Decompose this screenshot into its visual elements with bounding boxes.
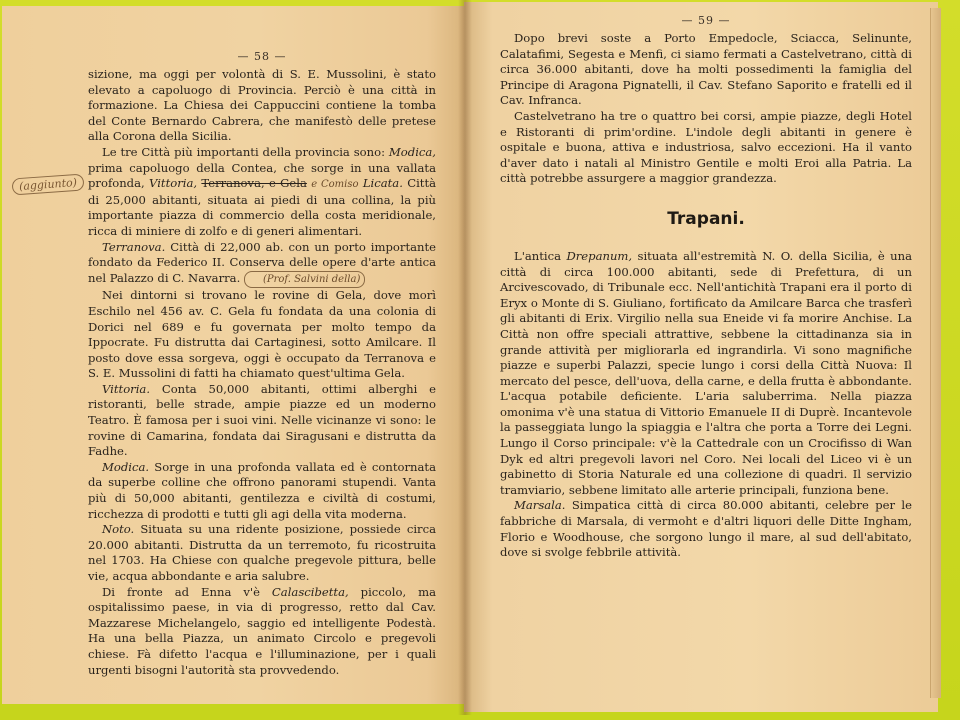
- handwritten-addition: e Comiso: [311, 179, 359, 191]
- right-page: [464, 2, 938, 712]
- paragraph-calascibetta: Di fronte ad Enna v'è Calascibetta, piccolo, ma ospitalissimo paese, in via di progresso, retto dal Cav. Mazzarese Michelangelo, saggio ed intelligente Podestà. Ha una bella Piazza, un animato Circolo e pregevoli chiese. Fà difetto l'acqua e l'illuminazione, per i quali urgenti bisogni l'autorità sta provvedendo.: [88, 584, 437, 677]
- left-page: [2, 6, 464, 704]
- paragraph-terranova: Terranova. Città di 22,000 ab. con un porto importante fondato da Federico II. Conserva delle opere d'arte antica nel Palazzo di C. Navarra. (Prof. Salvini della): [88, 240, 436, 289]
- paragraph-cities: Le tre Città più importanti della provincia sono: Modica, prima capoluogo della Contea, che sorge in una vallata profonda, Vittoria, Terranova, e Gela e Comiso Licata. Città di 25,000 abitanti, situata ai piedi di una collina, la più importante piazza di commercio della costa meridionale, ricca di miniere di zolfo e di generi alimentari.: [88, 144, 437, 238]
- paragraph-modica: Modica. Sorge in una profonda vallata ed è contornata da superbe colline che offrono panorami stupendi. Vanta più di 50,000 abitanti, gentilezza e civiltà di costumi, ricchezza di prodotti e tutti gli agi della vita moderna.: [88, 459, 436, 521]
- paragraph-vittoria: Vittoria. Conta 50,000 abitanti, ottimi alberghi e ristoranti, belle strade, ampie piazze ed un moderno Teatro. È famosa per i suoi vini. Nelle vicinanze vi sono: le rovine di Camarina, fondata dai Siragusani e distrutta da Fadhe.: [88, 381, 436, 459]
- paragraph-castelvetrano: Dopo brevi soste a Porto Empedocle, Sciacca, Selinunte, Calatafimi, Segesta e Menfi, ci siamo fermati a Castelvetrano, città di circa 36.000 abitanti, dove ha molti possedimenti la famiglia del Principe di Aragona Pignatelli, il Cav. Stefano Saporito e fratelli ed il Cav. Infranca.: [500, 31, 912, 108]
- paragraph-continuation: sizione, ma oggi per volontà di S. E. Mussolini, è stato elevato a capoluogo di Provincia. Perciò è una città in formazione. La Chiesa dei Cappuccini contiene la tomba del Conte Bernardo Cabrera, che manifestò delle pretese alla Corona della Sicilia.: [88, 67, 436, 144]
- paragraph-marsala: Marsala. Simpatica città di circa 80.000 abitanti, celebre per le fabbriche di Marsala, di vermoht e d'altri liquori delle Ditte Ingham, Florio e Woodhouse, che sorgono lungo il mare, al sud dell'abitato, dove si svolge febbrile attività.: [500, 498, 912, 560]
- paragraph-trapani: L'antica Drepanum, situata all'estremità N. O. della Sicilia, è una città di circa 100.000 abitanti, sede di Prefettura, di un Arcivescovado, di Tribunale ecc. Nell'antichità Trapani era il porto di Eryx o Monte di S. Giuliano, fortificato da Amilcare Barca che trasferì gli abitanti di Erix. Virgilio nella sua Eneide vi fa morire Anchise. La Città non offre speciali attrattive, sebbene la cittadinanza sia in grande attività per migliorarla ed ingrandirla. Vi sono magnifiche piazze e superbi Palazzi, specie lungo i corsi della Città Nuova: Il mercato del pesce, dell'uova, della carne, e della frutta è abbondante. L'acqua potabile deficiente. L'aria saluberrima. Nella piazza omonima v'è una statua di Vittorio Emanuele II di Duprè. Incantevole la passeggiata lungo la spiaggia e l'altra che porta a Torre dei Legni. Lungo il Corso principale: v'è la Cattedrale con un Crocifisso di Wan Dyk ed altri pregevoli lavori nel Coro. Nei locali del Liceo vi è un gabinetto di Storia Naturale ed una collezione di quadri. Il servizio tramviario, sebbene limitato alle arterie principali, funziona bene.: [500, 248, 913, 497]
- paragraph-noto: Noto. Situata su una ridente posizione, possiede circa 20.000 abitanti. Distrutta da un terremoto, fu ricostruita nel 1703. Ha Chiese con qualche pregevole pittura, belle vie, acqua abbondante e aria salubre.: [88, 522, 436, 583]
- struck-text: Terranova, e Gela: [201, 176, 307, 191]
- handwritten-note: (Prof. Salvini della): [244, 271, 365, 289]
- page-number-left: — 58 —: [237, 50, 287, 63]
- margin-handwritten-note: (aggiunto): [11, 174, 84, 196]
- section-heading-trapani: Trapani.: [667, 208, 745, 229]
- page-number-right: — 59 —: [681, 14, 731, 27]
- page-edge: [930, 8, 941, 698]
- paragraph-gela: Nei dintorni si trovano le rovine di Gela, dove morì Eschilo nel 456 av. C. Gela fu fondata da una colonia di Dorici nel 689 e fu governata per molto tempo da Ippocrate. Fu distrutta dai Cartaginesi, sotto Amilcare. Il posto dove essa sorgeva, oggi è occupato da Terranova e S. E. Mussolini di fatti ha chiamato quest'ultima Gela.: [88, 288, 436, 381]
- book-spine-shadow: [458, 0, 472, 715]
- paragraph-castelvetrano-2: Castelvetrano ha tre o quattro bei corsi, ampie piazze, degli Hotel e Ristoranti di prim'ordine. L'indole degli abitanti in genere è ospitale e buona, attiva e industriosa, salvo eccezioni. Ha il vanto d'aver dato i natali al Ministro Gentile e molti Eroi alla Patria. La città potrebbe assurgere a maggior grandezza.: [500, 108, 912, 186]
